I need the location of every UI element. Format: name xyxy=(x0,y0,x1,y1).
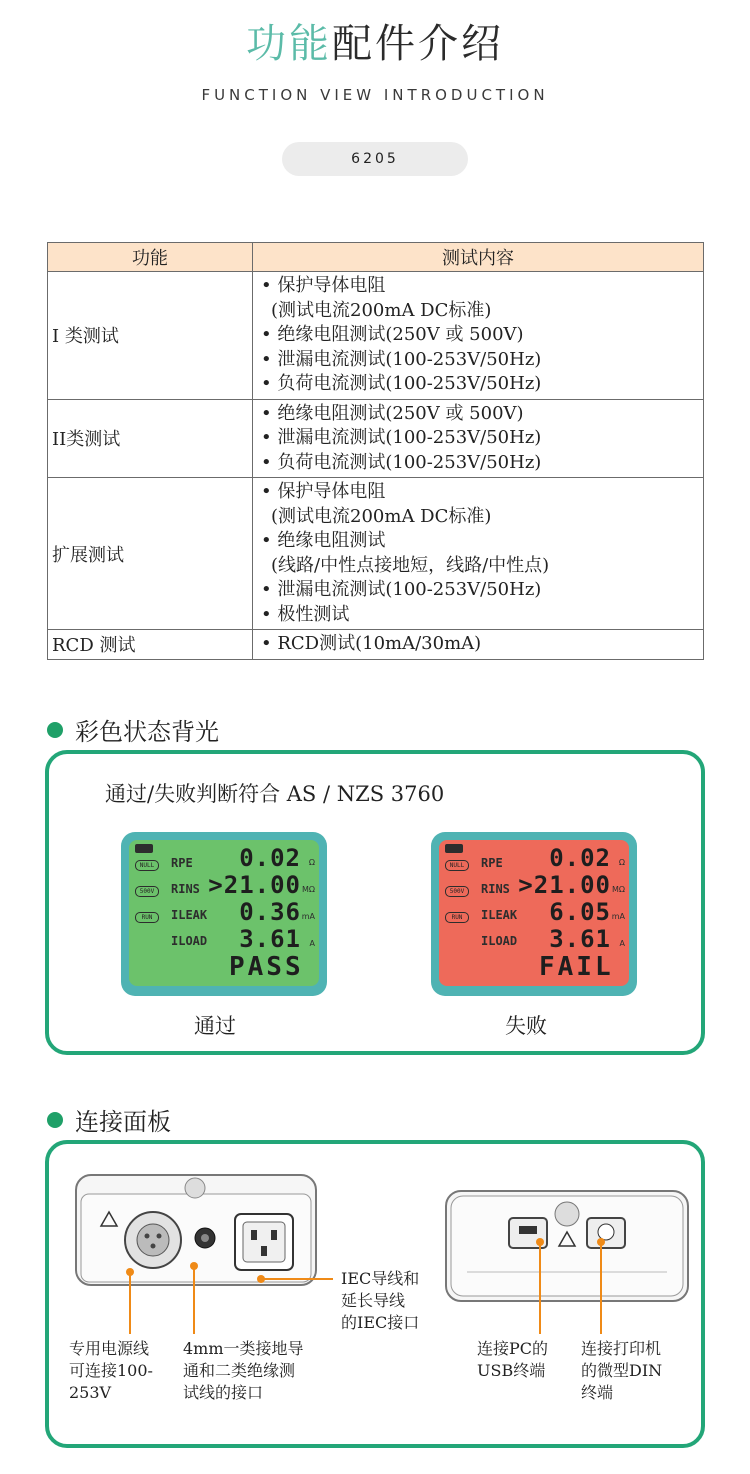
function-table xyxy=(47,242,704,660)
test-item: • 绝缘电阻测试 xyxy=(261,529,703,554)
lcd-tag: RUN xyxy=(135,912,159,923)
test-item: • 泄漏电流测试(100-253V/50Hz) xyxy=(261,578,703,603)
lcd-unit: MΩ xyxy=(611,885,625,894)
page-subtitle: FUNCTION VIEW INTRODUCTION xyxy=(201,86,549,104)
callout-iec: IEC导线和 延长导线 的IEC接口 xyxy=(341,1269,420,1332)
lcd-label: ILOAD xyxy=(171,934,208,948)
test-item: • 保护导体电阻 xyxy=(261,480,703,505)
items-cell xyxy=(253,630,704,660)
test-item: • 泄漏电流测试(100-253V/50Hz) xyxy=(261,426,703,451)
lcd-value: 6.05 xyxy=(549,898,611,926)
table-row xyxy=(48,478,704,630)
lcd-unit: mA xyxy=(611,912,625,921)
usb-din-side-illustration xyxy=(447,1192,687,1300)
panel-heading: 连接面板 xyxy=(47,1102,171,1137)
conformance-text: 通过/失败判断符合 AS / NZS 3760 xyxy=(105,782,445,806)
lcd-unit: Ω xyxy=(618,858,625,867)
page-title: 功能配件介绍 xyxy=(246,21,504,67)
lcd-tag: RUN xyxy=(445,912,469,923)
lcd-pass-display xyxy=(121,832,327,996)
function-cell: 扩展测试 xyxy=(48,478,253,630)
lcd-unit: MΩ xyxy=(301,885,315,894)
table-row xyxy=(48,399,704,478)
bullet-dot-icon xyxy=(47,722,63,738)
test-item: • RCD测试(10mA/30mA) xyxy=(261,632,703,657)
lcd-fail-display xyxy=(431,832,637,996)
table-row xyxy=(48,272,704,400)
lcd-unit: A xyxy=(619,939,625,948)
lcd-unit: mA xyxy=(301,912,315,921)
lcd-label: ILEAK xyxy=(171,908,208,922)
lcd-label: ILOAD xyxy=(481,934,518,948)
lcd-unit: A xyxy=(309,939,315,948)
callout-din: 连接打印机 的微型DIN 终端 xyxy=(581,1339,663,1402)
lcd-value: >21.00 xyxy=(208,871,301,899)
column-header-content: 测试内容 xyxy=(253,243,704,272)
bullet-dot-icon xyxy=(47,1112,63,1128)
test-item: • 绝缘电阻测试(250V 或 500V) xyxy=(261,323,703,348)
lcd-value: 3.61 xyxy=(239,925,301,953)
lcd-value: 0.02 xyxy=(239,844,301,872)
model-badge: 6205 xyxy=(282,142,468,176)
device-right-view xyxy=(445,1190,689,1302)
lcd-value: 0.02 xyxy=(549,844,611,872)
lcd-verdict: PASS xyxy=(229,952,304,982)
test-item: • 极性测试 xyxy=(261,603,703,628)
backlight-heading: 彩色状态背光 xyxy=(47,712,219,747)
items-cell xyxy=(253,272,704,400)
fail-caption: 失败 xyxy=(505,1014,547,1038)
backlight-panel xyxy=(45,750,705,1055)
callout-ground: 4mm一类接地导 通和二类绝缘测 试线的接口 xyxy=(183,1339,304,1402)
test-item: • 负荷电流测试(100-253V/50Hz) xyxy=(261,451,703,476)
lcd-label: RPE xyxy=(171,856,193,870)
test-item-note: (测试电流200mA DC标准) xyxy=(271,505,492,527)
callout-line xyxy=(539,1242,541,1334)
pass-caption: 通过 xyxy=(194,1014,236,1038)
callout-line xyxy=(261,1278,333,1280)
function-cell: RCD 测试 xyxy=(48,630,253,660)
table-row xyxy=(48,630,704,660)
table-header-row xyxy=(48,243,704,272)
lcd-verdict: FAIL xyxy=(539,952,614,982)
battery-icon xyxy=(445,844,463,853)
connection-panel xyxy=(45,1140,705,1448)
lcd-label: RINS xyxy=(171,882,200,896)
lcd-tag: 500V xyxy=(135,886,159,897)
test-item-note: (测试电流200mA DC标准) xyxy=(271,299,492,321)
battery-icon xyxy=(135,844,153,853)
callout-power: 专用电源线 可连接100- 253V xyxy=(69,1339,153,1402)
callout-usb: 连接PC的 USB终端 xyxy=(477,1339,549,1380)
lcd-value: 0.36 xyxy=(239,898,301,926)
callout-line xyxy=(129,1272,131,1334)
callout-line xyxy=(193,1266,195,1334)
function-cell: II类测试 xyxy=(48,399,253,478)
lcd-pass-screen xyxy=(129,840,319,986)
test-item: • 负荷电流测试(100-253V/50Hz) xyxy=(261,372,703,397)
lcd-label: RINS xyxy=(481,882,510,896)
lcd-tag: 500V xyxy=(445,886,469,897)
test-item: • 保护导体电阻 xyxy=(261,274,703,299)
callout-line xyxy=(600,1242,602,1334)
lcd-tag: NULL xyxy=(445,860,469,871)
test-item: • 绝缘电阻测试(250V 或 500V) xyxy=(261,402,703,427)
lcd-value: >21.00 xyxy=(518,871,611,899)
lcd-tag: NULL xyxy=(135,860,159,871)
items-cell xyxy=(253,478,704,630)
lcd-unit: Ω xyxy=(308,858,315,867)
lcd-label: ILEAK xyxy=(481,908,518,922)
items-cell xyxy=(253,399,704,478)
lcd-label: RPE xyxy=(481,856,503,870)
column-header-function: 功能 xyxy=(48,243,253,272)
lcd-value: 3.61 xyxy=(549,925,611,953)
function-cell: I 类测试 xyxy=(48,272,253,400)
test-item-note: (线路/中性点接地短，线路/中性点) xyxy=(271,554,550,576)
test-item: • 泄漏电流测试(100-253V/50Hz) xyxy=(261,348,703,373)
lcd-fail-screen xyxy=(439,840,629,986)
